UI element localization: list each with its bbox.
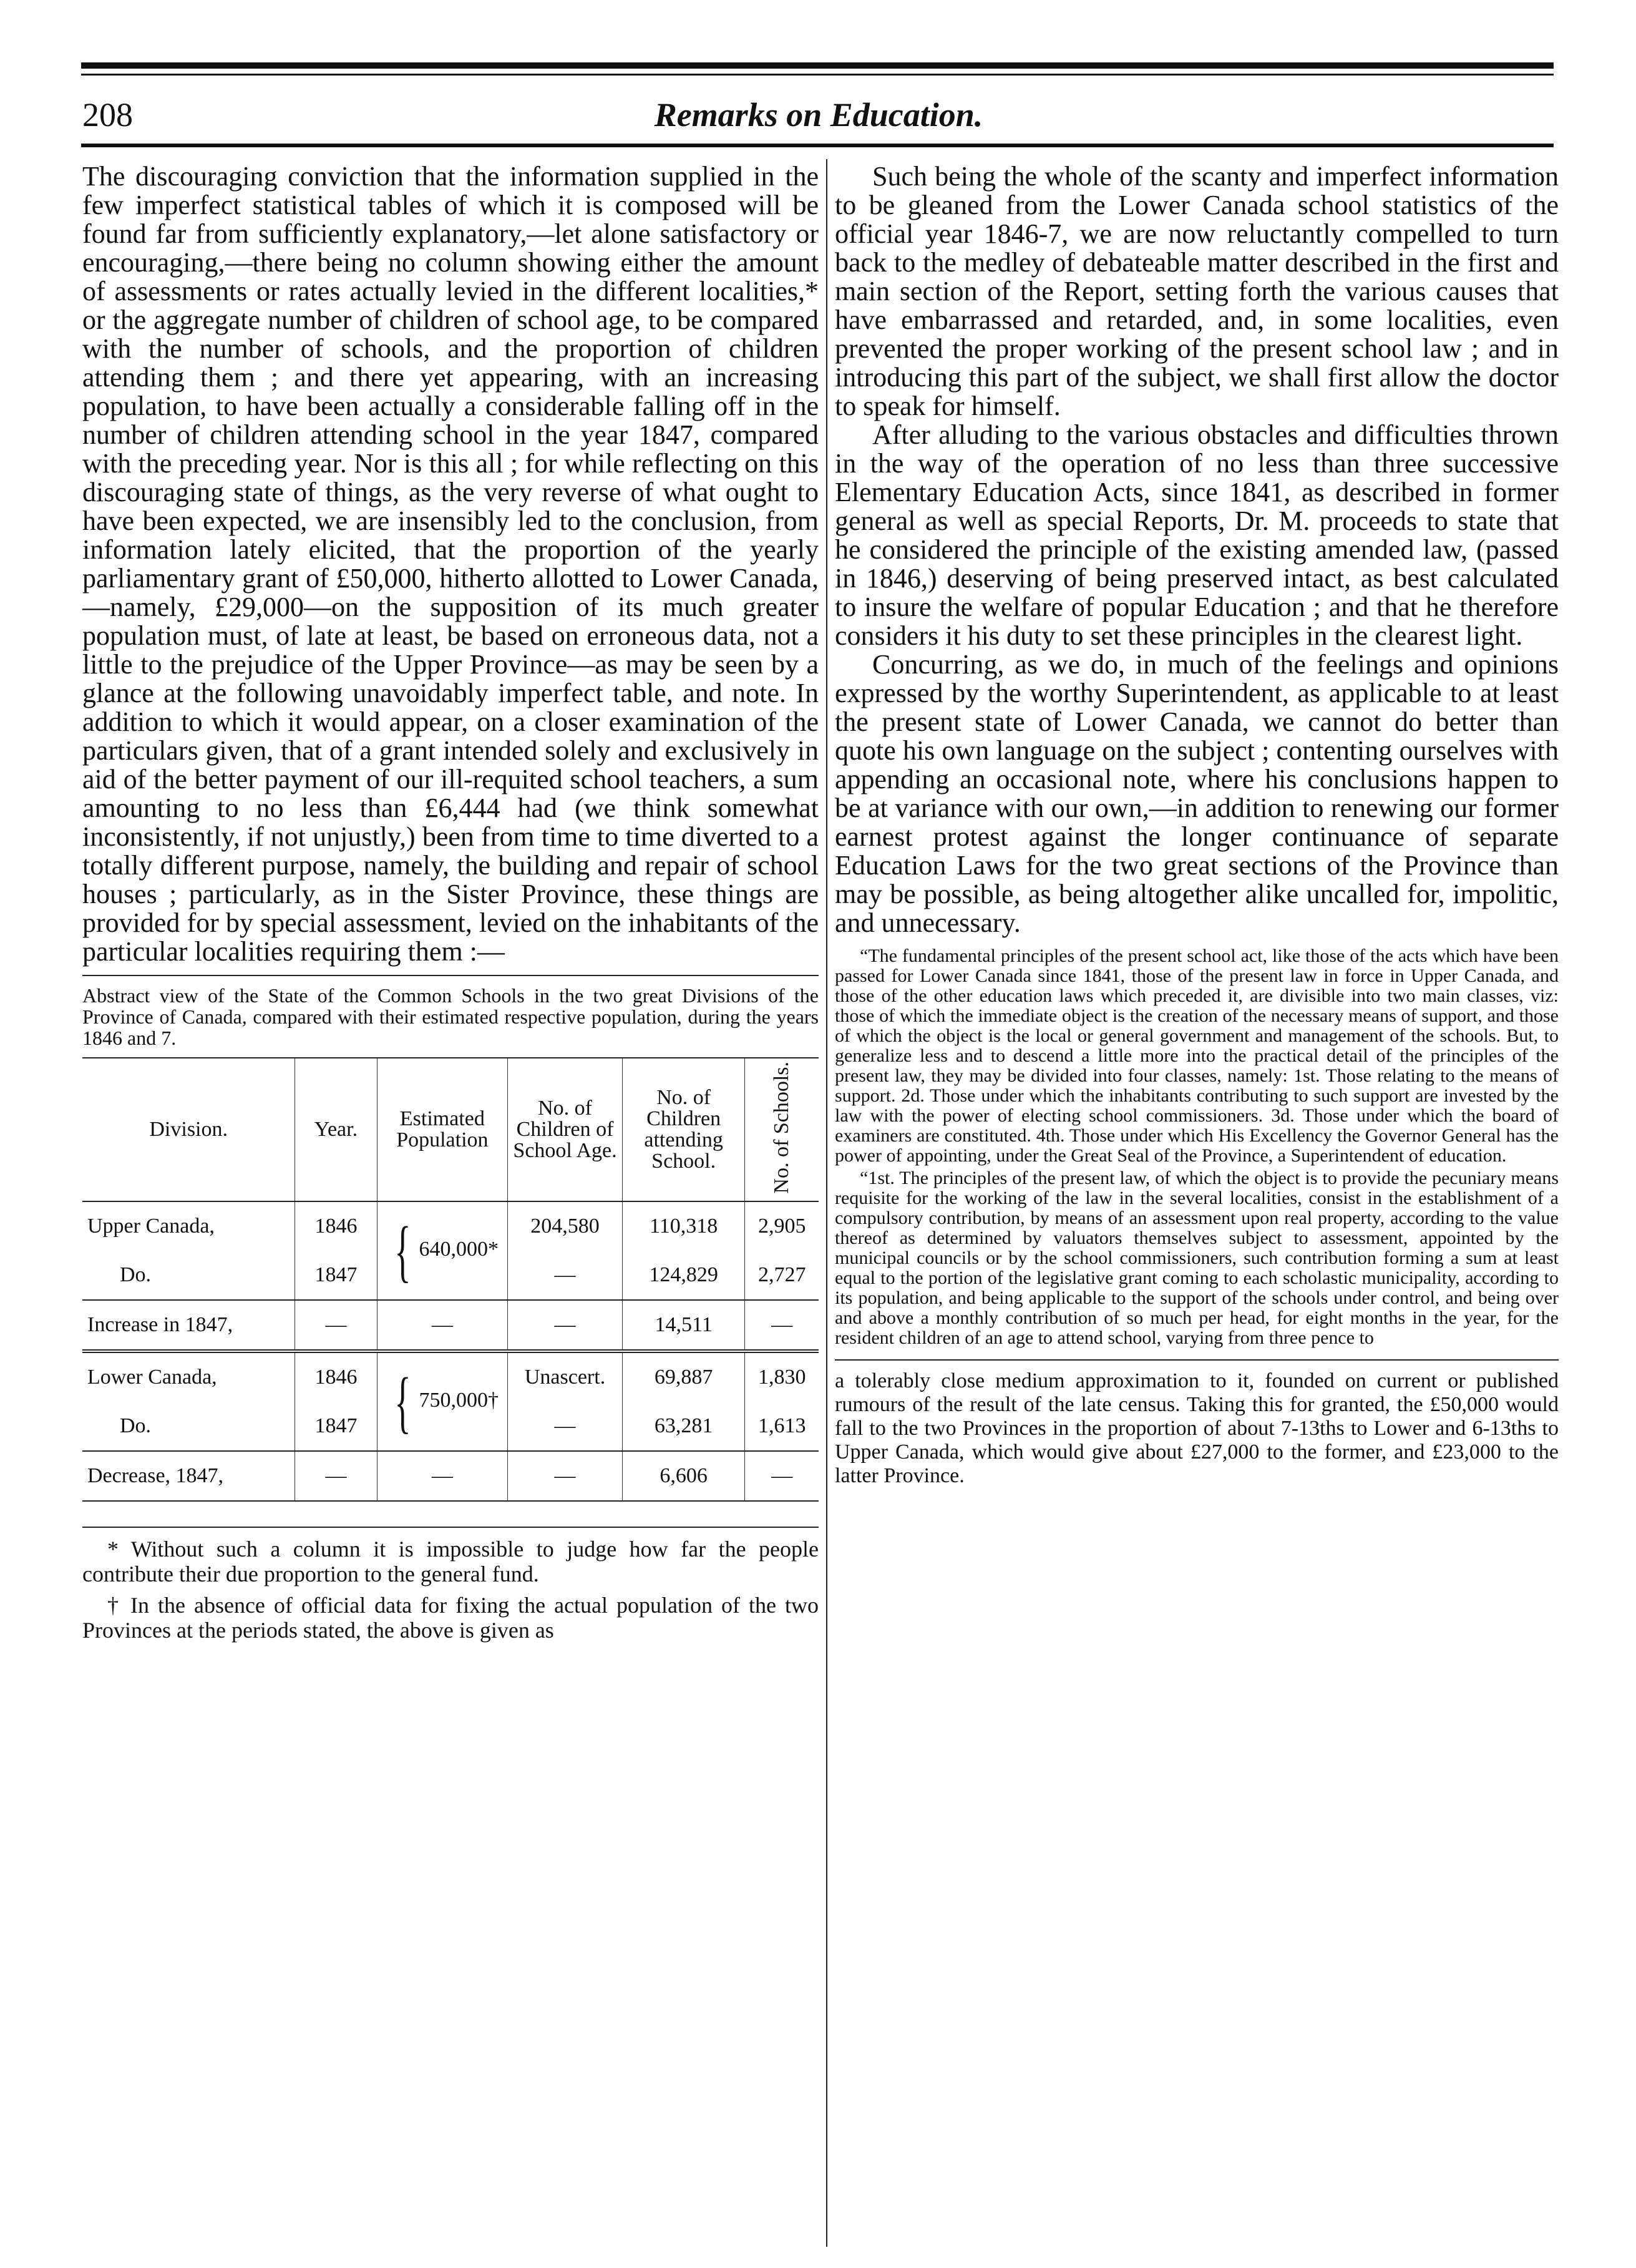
cell-attending: 110,318 (622, 1201, 745, 1251)
header-year: Year. (295, 1058, 377, 1201)
cell-attending: 6,606 (622, 1451, 745, 1501)
statistics-table (82, 1057, 819, 1502)
cell-attending: 69,887 (622, 1351, 745, 1402)
footnote-rule (82, 1527, 819, 1528)
division-ditto: Do. (120, 1414, 152, 1437)
cell-year: 1847 (295, 1402, 377, 1451)
left-column (82, 162, 819, 1643)
cell-school-age: — (508, 1402, 623, 1451)
footnote-dagger: † In the absence of official data for fixing the actual population of the two Provinces at the periods stated, the above is given as (82, 1593, 819, 1643)
cell-attending: 63,281 (622, 1402, 745, 1451)
cell-schools: — (745, 1451, 819, 1501)
quoted-passage-1: “The fundamental principles of the present school act, like those of the acts which have been passed for Lower Canada since 1841, those of the present law in force in Upper Canada, and those of the other education laws which preceded it, are divisible into two main classes, viz: those of which the immediate object is the creation of the necessary means of support, and those of which the object is the local or general government and management of the schools. But, to generalize less and to descend a little more into the practical detail of the principles of the present law, they may be divided into four classes, namely: 1st. Those relating to the means of support. 2d. Those under which the inhabitants contributing to such support are invested by the law with the power of electing school commissioners. 3d. Those under which the board of examiners are constituted. 4th. Those under which His Excellency the Governor General has the power of appointing, under the Great Seal of the Province, a Superintendent of education. (835, 946, 1559, 1166)
cell-attending: 124,829 (622, 1251, 745, 1300)
table-caption: Abstract view of the State of the Common Schools in the two great Divisions of the Province of Canada, compared with their estimated respective population, during the years 1846 and 7. (82, 984, 819, 1049)
cell-school-age: 204,580 (508, 1201, 623, 1251)
cell-schools: 1,613 (745, 1402, 819, 1451)
cell-schools: 2,905 (745, 1201, 819, 1251)
running-header (82, 92, 1555, 137)
cell-division: Decrease, 1847, (82, 1451, 295, 1501)
cell-year: — (295, 1451, 377, 1501)
brace-glyph: { (394, 1364, 411, 1440)
table-row (82, 1351, 819, 1402)
cell-school-age: — (508, 1300, 623, 1351)
right-paragraph-2: After alluding to the various obstacles and difficulties thrown in the way of the operation of no less than three successive Elementary Education Acts, since 1841, as described in former general as well as special Reports, Dr. M. proceeds to state that he considered the principle of the existing amended law, (passed in 1846,) deserving of being preserved intact, as best calculated to insure the welfare of popular Education ; and that he therefore considers it his duty to set these principles in the clearest light. (835, 419, 1559, 651)
cell-year: 1846 (295, 1351, 377, 1402)
cell-schools: 1,830 (745, 1351, 819, 1402)
cell-year: — (295, 1300, 377, 1351)
cell-division (82, 1251, 295, 1300)
cell-year: 1846 (295, 1201, 377, 1251)
cell-division: Upper Canada, (87, 1215, 215, 1238)
cell-schools: — (745, 1300, 819, 1351)
table-top-rule (82, 975, 819, 976)
cell-population (377, 1351, 508, 1451)
cell-attending: 14,511 (622, 1300, 745, 1351)
cell-population: — (377, 1300, 508, 1351)
table-row (82, 1201, 819, 1251)
footnote-asterisk: * Without such a column it is impossible to judge how far the people contribute their due proportion to the general fund. (82, 1537, 819, 1586)
cell-population (377, 1201, 508, 1300)
page-number: 208 (82, 96, 133, 134)
header-population: Estimated Population (377, 1058, 508, 1201)
left-paragraph: The discouraging conviction that the information supplied in the few imperfect statistical tables of which it is composed will be found far from sufficiently explanatory,—let alone satisfactory or encouraging,—there being no column showing either the amount of assessments or rates actually levied in the different localities,* or the aggregate number of children of school age, to be compared with the number of schools, and the proportion of children attending them ; and there yet appearing, with an increasing population, to have been actually a considerable falling off in the number of children attending school in the year 1847, compared with the preceding year. Nor is this all ; for while reflecting on this discouraging state of things, as the very reverse of what ought to have been expected, we are insensibly led to the conclusion, from information lately elicited, that the proportion of the yearly parliamentary grant of £50,000, hitherto allotted to Lower Canada,—namely, £29,000—on the supposition of its much greater population must, of late at least, be based on erroneous data, not a little to the prejudice of the Upper Province—as may be seen by a glance at the following unavoidably imperfect table, and note. In addition to which it would appear, on a closer examination of the particulars given, that of a grant intended solely and exclusively in aid of the better payment of our ill-requited school teachers, a sum amounting to no less than £6,444 had (we think somewhat inconsistently, if not unjustly,) been from time to time diverted to a totally different purpose, namely, the building and repair of school houses ; particularly, as in the Sister Province, these things are provided for by special assessment, levied on the inhabitants of the particular localities requiring them :— (82, 161, 819, 967)
top-rule-thin (81, 74, 1554, 76)
header-division: Division. (82, 1058, 295, 1201)
division-ditto: Do. (120, 1263, 152, 1286)
cell-population: — (377, 1451, 508, 1501)
population-value: 640,000* (419, 1237, 499, 1261)
right-paragraph-1: Such being the whole of the scanty and imperfect information to be gleaned from the Lower Canada school statistics of the official year 1846-7, we are now reluctantly compelled to turn back to the medley of debateable matter described in the first and main section of the Report, setting forth the various causes that have embarrassed and retarded, and, in some localities, even prevented the proper working of the present school law ; and in introducing this part of the subject, we shall first allow the doctor to speak for himself. (835, 161, 1559, 421)
cell-school-age: — (508, 1451, 623, 1501)
table-row-decrease (82, 1451, 819, 1501)
header-rule (81, 144, 1554, 147)
cell-division: Increase in 1847, (82, 1300, 295, 1351)
brace-glyph: { (394, 1213, 411, 1289)
cell-division: Lower Canada, (82, 1351, 295, 1402)
cell-division (82, 1402, 295, 1451)
header-school-age: No. of Children of School Age. (508, 1058, 623, 1201)
table-row-increase (82, 1300, 819, 1351)
cell-school-age: — (508, 1251, 623, 1300)
right-paragraph-3: Concurring, as we do, in much of the feelings and opinions expressed by the worthy Superintendent, as applicable to at least the present state of Lower Canada, we cannot do better than quote his own language on the subject ; contenting ourselves with appending an occasional note, where his conclusions happen to be at variance with our own,—in addition to renewing our former earnest protest against the longer continuance of separate Education Laws for the two great sections of the Province than may be possible, as being altogether alike uncalled for, impolitic, and unnecessary. (835, 649, 1559, 938)
footnote-rule-right (835, 1359, 1559, 1361)
table-header-row (82, 1058, 819, 1201)
cell-school-age: Unascert. (508, 1351, 623, 1402)
top-rule-thick (81, 62, 1554, 69)
running-title: Remarks on Education. (654, 96, 983, 134)
column-divider (826, 159, 827, 2247)
header-schools-label: No. of Schools. (770, 1061, 794, 1194)
cell-schools: 2,727 (745, 1251, 819, 1300)
right-column (835, 162, 1559, 1488)
header-attending: No. of Children attending School. (622, 1058, 745, 1201)
population-value: 750,000† (419, 1388, 499, 1412)
quoted-passage-2: “1st. The principles of the present law, of which the object is to provide the pecuniary means requisite for the working of the law in the several localities, consist in the establishment of a compulsory contribution, by means of an assessment upon real property, according to the value thereof as determined by valuators themselves subject to assessment, appointed by the municipal councils or by the school commissioners, such contribution forming a sum at least equal to the portion of the legislative grant coming to each scholastic municipality, according to its population, and being applicable to the support of the schools under control, and being over and above a monthly contribution of so much per head, for eight months in the year, for the resident children of an age to attend school, varying from three pence to (835, 1168, 1559, 1348)
cell-year: 1847 (295, 1251, 377, 1300)
footnote-continuation: a tolerably close medium approximation to it, founded on current or published rumours of the result of the late census. Taking this for granted, the £50,000 would fall to the two Provinces in the proportion of about 7-13ths to Lower and 6-13ths to Upper Canada, which would give about £27,000 to the former, and £23,000 to the latter Province. (835, 1369, 1559, 1487)
header-schools (745, 1058, 819, 1201)
